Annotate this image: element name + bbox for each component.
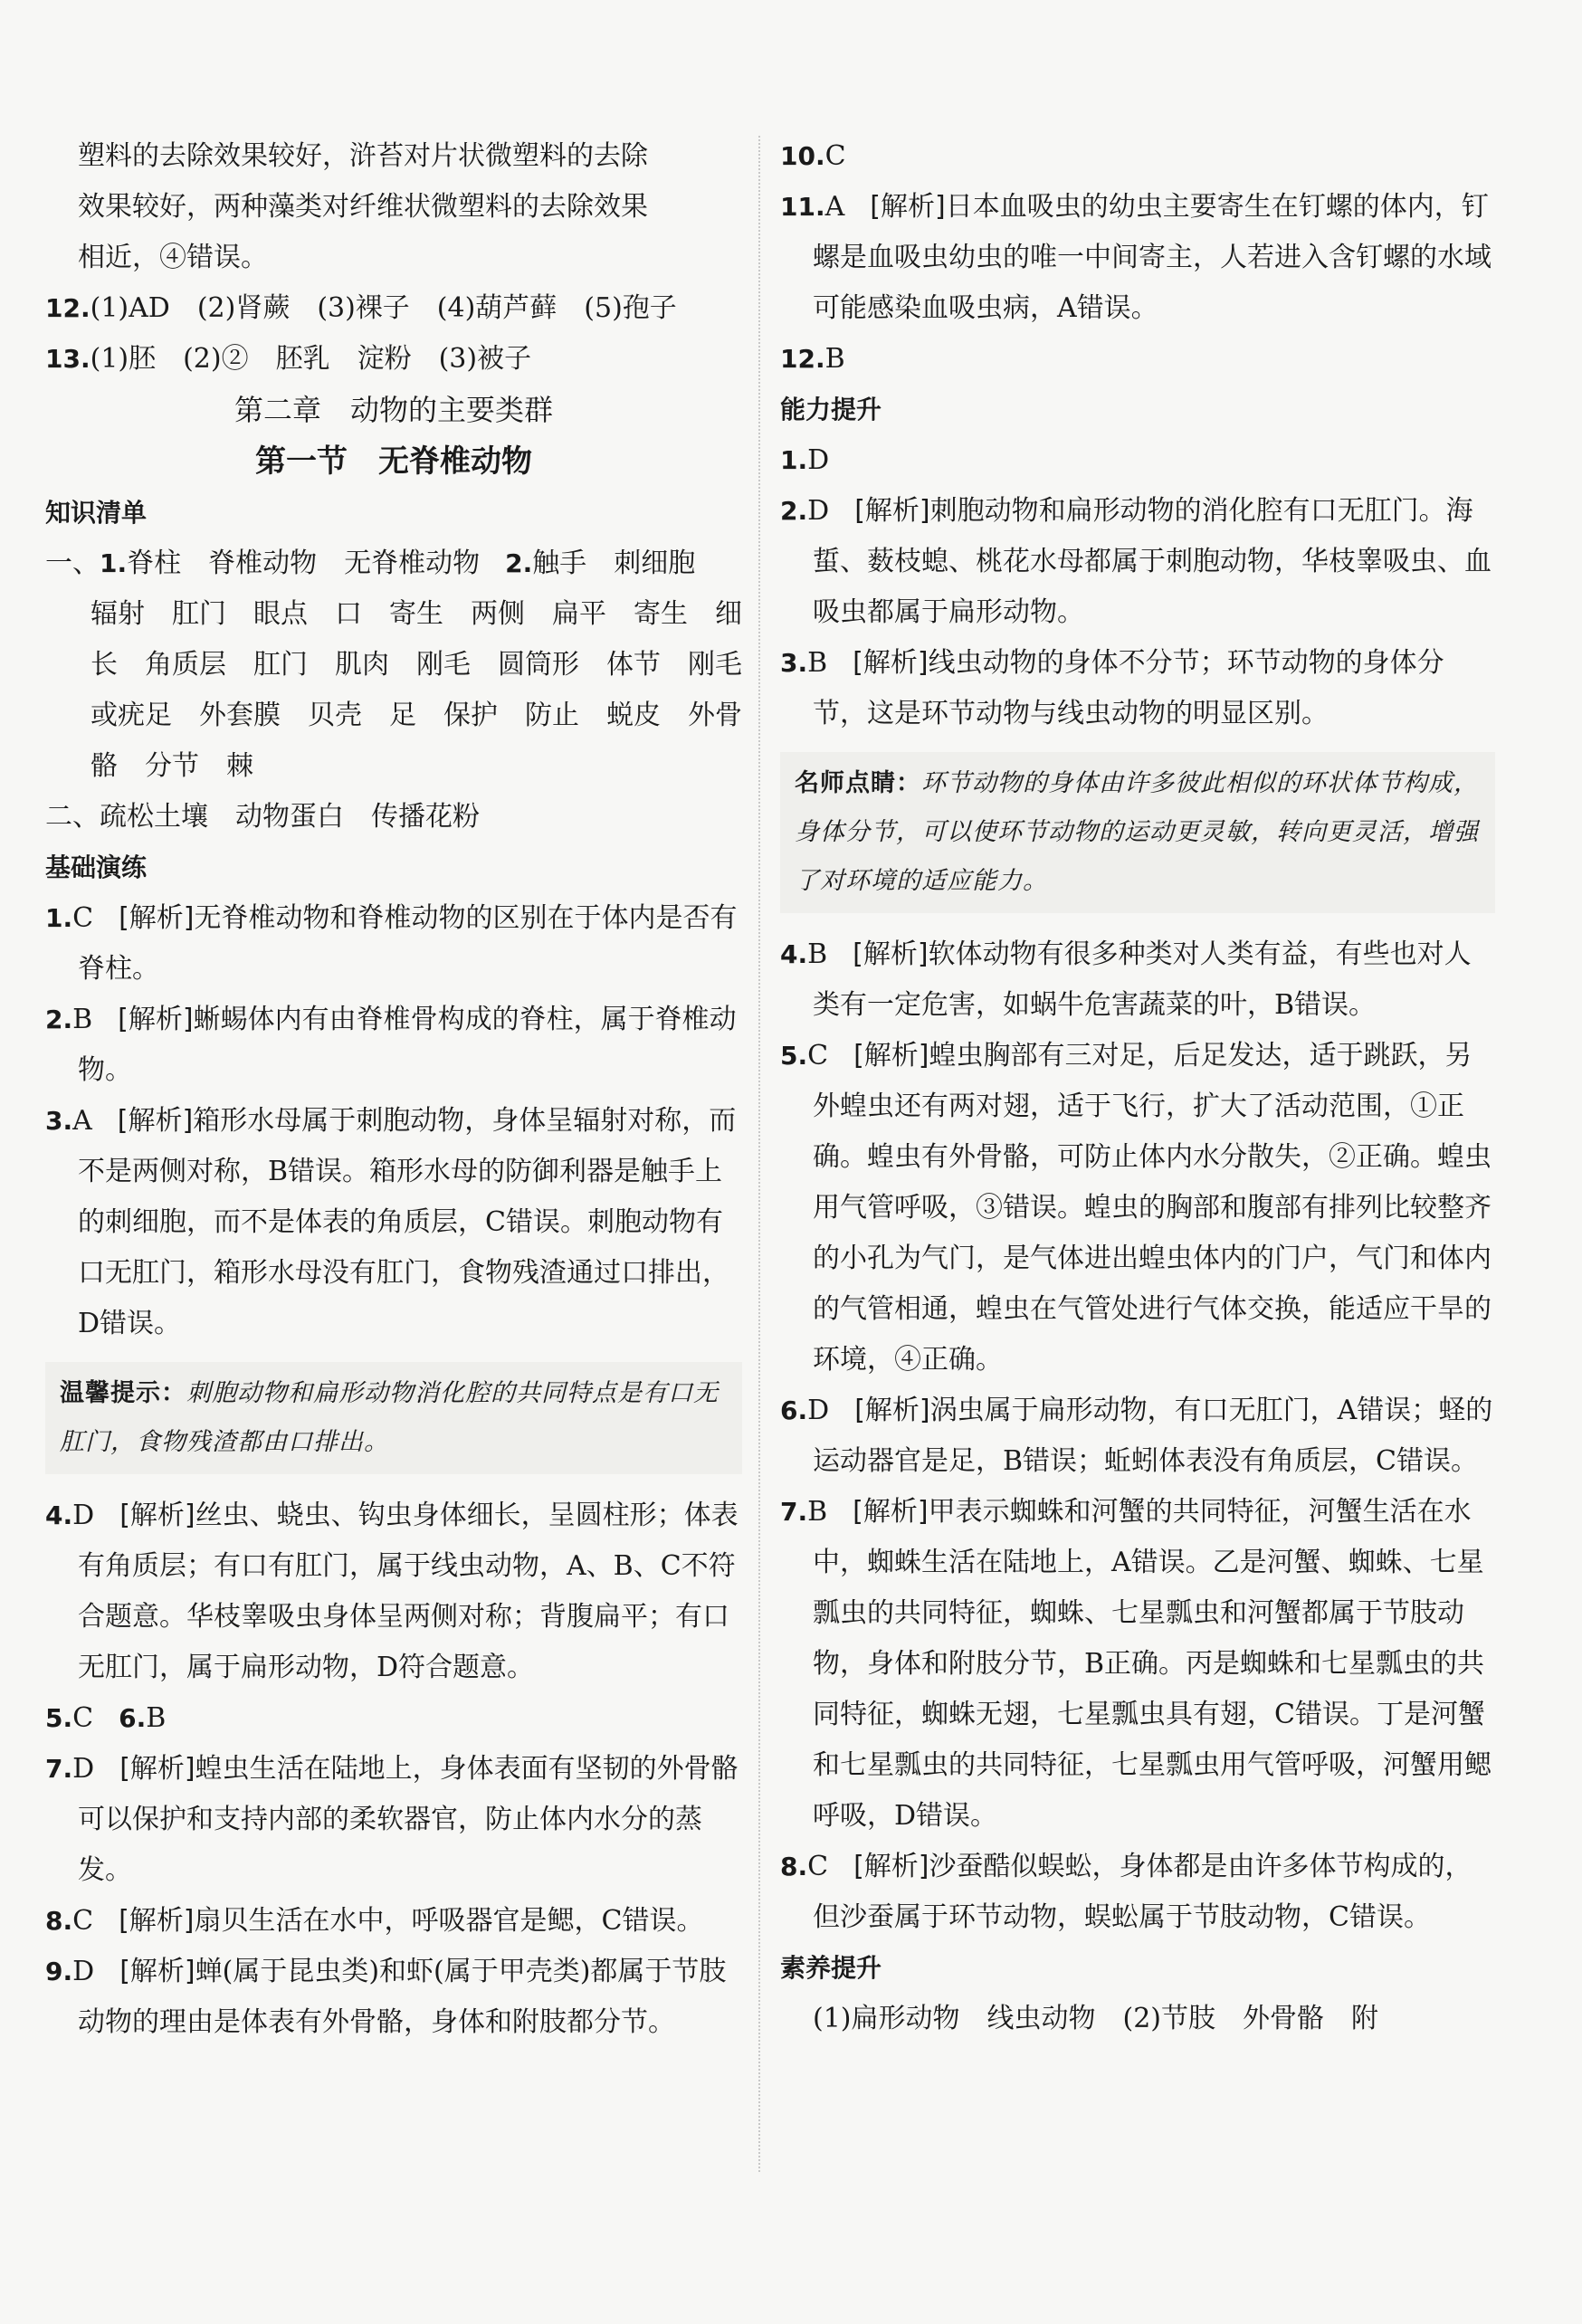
answer-a6: 6.D [解析]涡虫属于扁形动物，有口无肛门，A错误；蛏的运动器官是足，B错误；蚯蚓体表没有角质层，C错误。	[780, 1395, 1493, 1477]
knowledge-heading: 知识清单	[45, 498, 148, 528]
answer-a7: 7.B [解析]甲表示蜘蛛和河蟹的共同特征，河蟹生活在水中，蜘蛛生活在陆地上，A错误。乙是河蟹、蜘蛛、七星瓢虫的共同特征，蜘蛛、七星瓢虫和河蟹都属于节肢动物，身体和附肢分节，B正确。丙是蜘蛛和七星瓢虫的共同特征，蜘蛛无翅，七星瓢虫具有翅，C错误。丁是河蟹和七星瓢虫的共同特征，七星瓢虫用气管呼吸，河蟹用鳃呼吸，D错误。	[780, 1496, 1491, 1832]
knowledge-part-1: 一、1.脊柱 脊椎动物 无脊椎动物 2.触手 刺细胞 辐射 肛门 眼点 口 寄生 两侧 扁平 寄生 细长 角质层 肛门 肌肉 刚毛 圆筒形 体节 刚毛或疣足 外套膜 贝壳 足 保护 防止 蜕皮 外骨骼 分节 棘	[45, 548, 742, 782]
left-column	[45, 131, 742, 2048]
warm-tip-box: 温馨提示：刺胞动物和扁形动物消化腔的共同特点是有口无肛门，食物残渣都由口排出。	[45, 1362, 742, 1474]
chapter-title: 第二章 动物的主要类群	[233, 393, 553, 427]
literacy-heading: 素养提升	[780, 1953, 882, 1983]
continued-line-1: 塑料的去除效果较好，浒苔对片状微塑料的去除	[78, 140, 648, 172]
answer-b5-b6: 5.C 6.B	[45, 1702, 167, 1734]
literacy-answer: (1)扁形动物 线虫动物 (2)节肢 外骨骼 附	[813, 2003, 1378, 2034]
answer-a8: 8.C [解析]沙蚕酷似蜈蚣，身体都是由许多体节构成的，但沙蚕属于环节动物，蜈蚣属于节肢动物，C错误。	[780, 1851, 1472, 1933]
continued-line-2: 效果较好，两种藻类对纤维状微塑料的去除效果	[78, 191, 648, 223]
knowledge-part-2: 二、疏松土壤 动物蛋白 传播花粉	[45, 801, 480, 833]
answer-12: 12.(1)AD (2)肾蕨 (3)裸子 (4)葫芦藓 (5)孢子	[45, 292, 677, 324]
ability-heading: 能力提升	[780, 395, 882, 424]
answer-11: 11.A [解析]日本血吸虫的幼虫主要寄生在钉螺的体内，钉螺是血吸虫幼虫的唯一中间寄主，人若进入含钉螺的水域可能感染血吸虫病，A错误。	[780, 191, 1491, 324]
answer-a3: 3.B [解析]线虫动物的身体不分节；环节动物的身体分节，这是环节动物与线虫动物的明显区别。	[780, 647, 1444, 729]
column-divider	[758, 136, 760, 2172]
basic-heading: 基础演练	[45, 852, 148, 882]
answer-b2: 2.B [解析]蜥蜴体内有由脊椎骨构成的脊柱，属于脊椎动物。	[45, 1004, 737, 1086]
answer-a5: 5.C [解析]蝗虫胸部有三对足，后足发达，适于跳跃，另外蝗虫还有两对翅，适于飞行，扩大了活动范围，①正确。蝗虫有外骨骼，可防止体内水分散失，②正确。蝗虫用气管呼吸，③错误。蝗虫的胸部和腹部有排列比较整齐的小孔为气门，是气体进出蝗虫体内的门户，气门和体内的气管相通，蝗虫在气管处进行气体交换，能适应干旱的环境，④正确。	[780, 1040, 1491, 1376]
answer-b8: 8.C [解析]扇贝生活在水中，呼吸器官是鳃，C错误。	[45, 1905, 704, 1937]
answer-10: 10.C	[780, 140, 846, 172]
answer-b1: 1.C [解析]无脊椎动物和脊椎动物的区别在于体内是否有脊柱。	[45, 902, 738, 985]
answer-b7: 7.D [解析]蝗虫生活在陆地上，身体表面有坚韧的外骨骼可以保护和支持内部的柔软器官，防止体内水分的蒸发。	[45, 1753, 739, 1886]
answer-b9: 9.D [解析]蝉(属于昆虫类)和虾(属于甲壳类)都属于节肢动物的理由是体表有外骨骼，身体和附肢都分节。	[45, 1956, 727, 2038]
answer-b4: 4.D [解析]丝虫、蛲虫、钩虫身体细长，呈圆柱形；体表有角质层；有口有肛门，属于线虫动物，A、B、C不符合题意。华枝睾吸虫身体呈两侧对称；背腹扁平；有口无肛门，属于扁形动物，D符合题意。	[45, 1500, 739, 1683]
section-title: 第一节 无脊椎动物	[255, 443, 532, 480]
continued-line-3: 相近，④错误。	[78, 242, 268, 273]
answer-12-right: 12.B	[780, 343, 845, 375]
answer-a4: 4.B [解析]软体动物有很多种类对人类有益，有些也对人类有一定危害，如蜗牛危害蔬菜的叶，B错误。	[780, 938, 1472, 1021]
right-column	[780, 131, 1495, 2044]
answer-a2: 2.D [解析]刺胞动物和扁形动物的消化腔有口无肛门。海蜇、薮枝螅、桃花水母都属于刺胞动物，华枝睾吸虫、血吸虫都属于扁形动物。	[780, 495, 1491, 628]
answer-b3: 3.A [解析]箱形水母属于刺胞动物，身体呈辐射对称，而不是两侧对称，B错误。箱形水母的防御利器是触手上的刺细胞，而不是体表的角质层，C错误。刺胞动物有口无肛门，箱形水母没有肛门，食物残渣通过口排出，D错误。	[45, 1105, 737, 1339]
answer-13: 13.(1)胚 (2)② 胚乳 淀粉 (3)被子	[45, 343, 532, 375]
teacher-tip-box: 名师点睛：环节动物的身体由许多彼此相似的环状体节构成，身体分节，可以使环节动物的运动更灵敏，转向更灵活，增强了对环境的适应能力。	[780, 752, 1495, 913]
answer-a1: 1.D	[780, 444, 830, 476]
